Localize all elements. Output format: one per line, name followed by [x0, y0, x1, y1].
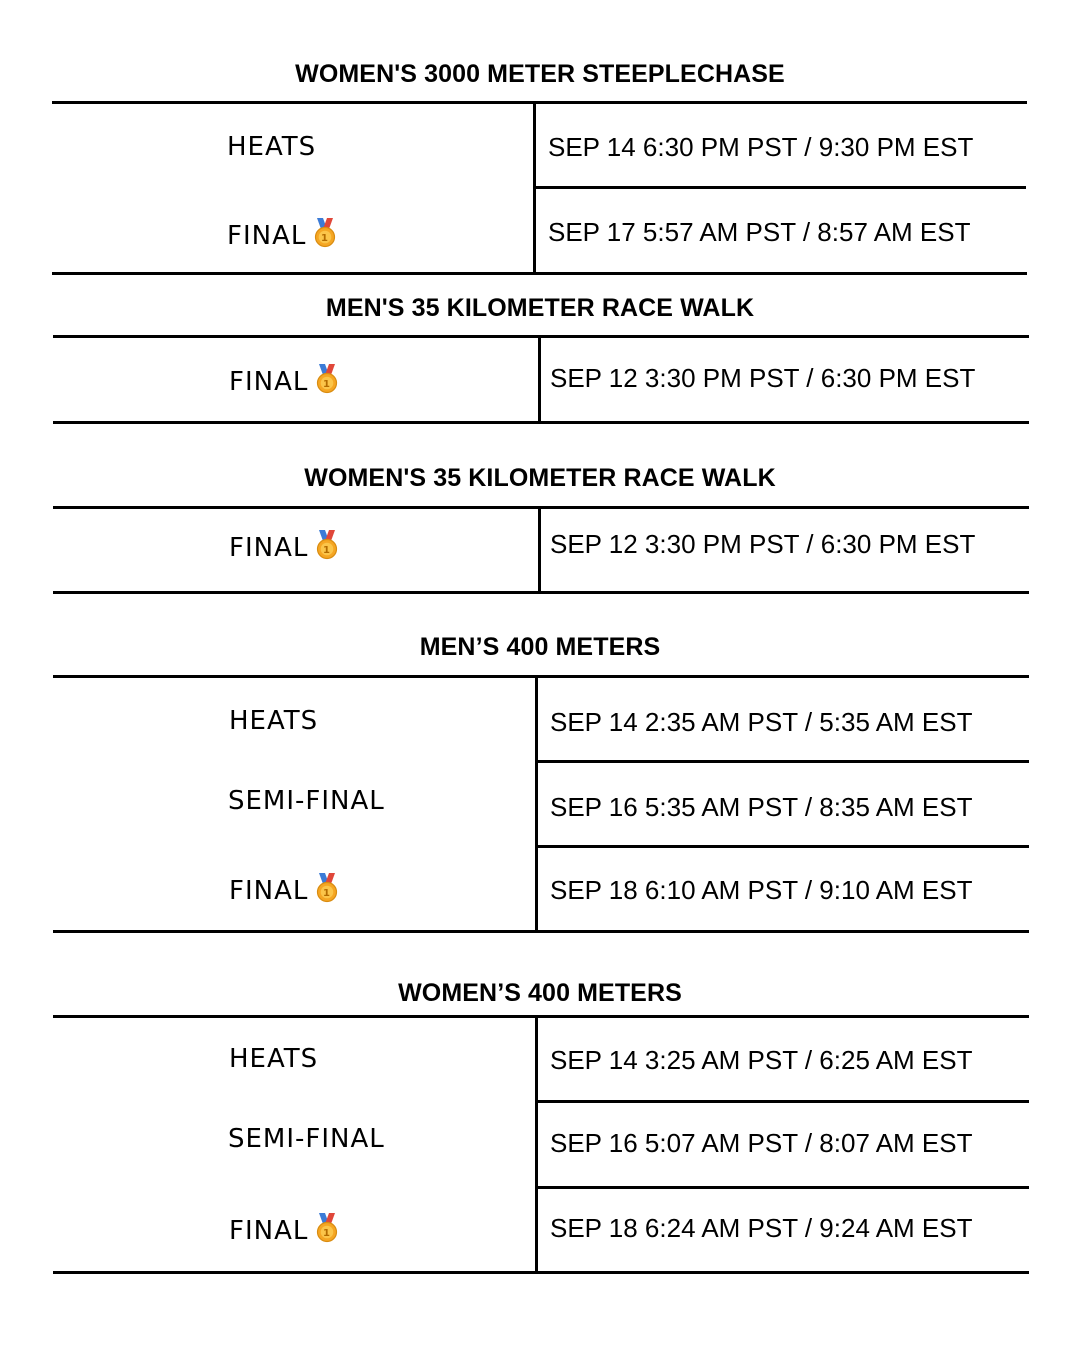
round-time: SEP 14 3:25 AM PST / 6:25 AM EST: [550, 1045, 973, 1075]
round-label: [229, 364, 340, 398]
round-label-text: FINAL: [229, 1216, 309, 1246]
divider: [53, 1015, 1029, 1018]
divider: [535, 678, 538, 931]
round-label-text: FINAL: [229, 533, 309, 563]
round-time: SEP 14 6:30 PM PST / 9:30 PM EST: [548, 132, 974, 162]
round-label: [227, 218, 338, 252]
event-title: WOMEN'S 3000 METER STEEPLECHASE: [295, 60, 785, 88]
round-label: [229, 1213, 340, 1247]
divider: [53, 1271, 1029, 1274]
svg-text:1: 1: [323, 1228, 332, 1240]
round-label-text: FINAL: [229, 876, 309, 906]
divider: [52, 272, 1027, 275]
gold-medal-icon: [314, 873, 340, 903]
divider: [52, 101, 1027, 104]
divider: [53, 591, 1029, 594]
divider: [538, 509, 541, 592]
round-time: SEP 12 3:30 PM PST / 6:30 PM EST: [550, 529, 976, 559]
divider: [535, 1018, 538, 1271]
round-time: SEP 18 6:24 AM PST / 9:24 AM EST: [550, 1213, 973, 1243]
round-label: [229, 873, 340, 907]
divider: [538, 845, 1029, 848]
round-label-text: FINAL: [229, 367, 309, 397]
svg-text:1: 1: [323, 888, 332, 900]
svg-text:1: 1: [323, 545, 332, 557]
round-label: SEMI-FINAL: [228, 1124, 385, 1154]
divider: [538, 760, 1029, 763]
svg-text:1: 1: [323, 379, 332, 391]
divider: [538, 1100, 1029, 1103]
divider: [538, 338, 541, 422]
round-time: SEP 14 2:35 AM PST / 5:35 AM EST: [550, 707, 973, 737]
round-label: HEATS: [229, 1044, 319, 1074]
gold-medal-icon: [312, 218, 338, 248]
round-time: SEP 12 3:30 PM PST / 6:30 PM EST: [550, 363, 976, 393]
round-label: HEATS: [229, 706, 319, 736]
divider: [536, 186, 1026, 189]
divider: [53, 506, 1029, 509]
round-label-text: FINAL: [227, 221, 307, 251]
divider: [538, 1186, 1029, 1189]
round-time: SEP 17 5:57 AM PST / 8:57 AM EST: [548, 217, 971, 247]
round-time: SEP 18 6:10 AM PST / 9:10 AM EST: [550, 875, 973, 905]
divider: [53, 930, 1029, 933]
divider: [53, 421, 1029, 424]
gold-medal-icon: [314, 530, 340, 560]
round-label: HEATS: [227, 132, 317, 162]
event-title: MEN'S 35 KILOMETER RACE WALK: [325, 294, 755, 322]
round-label: SEMI-FINAL: [228, 786, 385, 816]
divider: [53, 675, 1029, 678]
round-time: SEP 16 5:35 AM PST / 8:35 AM EST: [550, 792, 973, 822]
divider: [53, 335, 1029, 338]
svg-text:1: 1: [321, 233, 330, 245]
gold-medal-icon: [314, 364, 340, 394]
event-title: WOMEN'S 35 KILOMETER RACE WALK: [304, 464, 776, 492]
event-title: WOMEN’S 400 METERS: [398, 979, 682, 1007]
round-label: [229, 530, 340, 564]
event-title: MEN’S 400 METERS: [419, 633, 661, 661]
round-time: SEP 16 5:07 AM PST / 8:07 AM EST: [550, 1128, 973, 1158]
gold-medal-icon: [314, 1213, 340, 1243]
